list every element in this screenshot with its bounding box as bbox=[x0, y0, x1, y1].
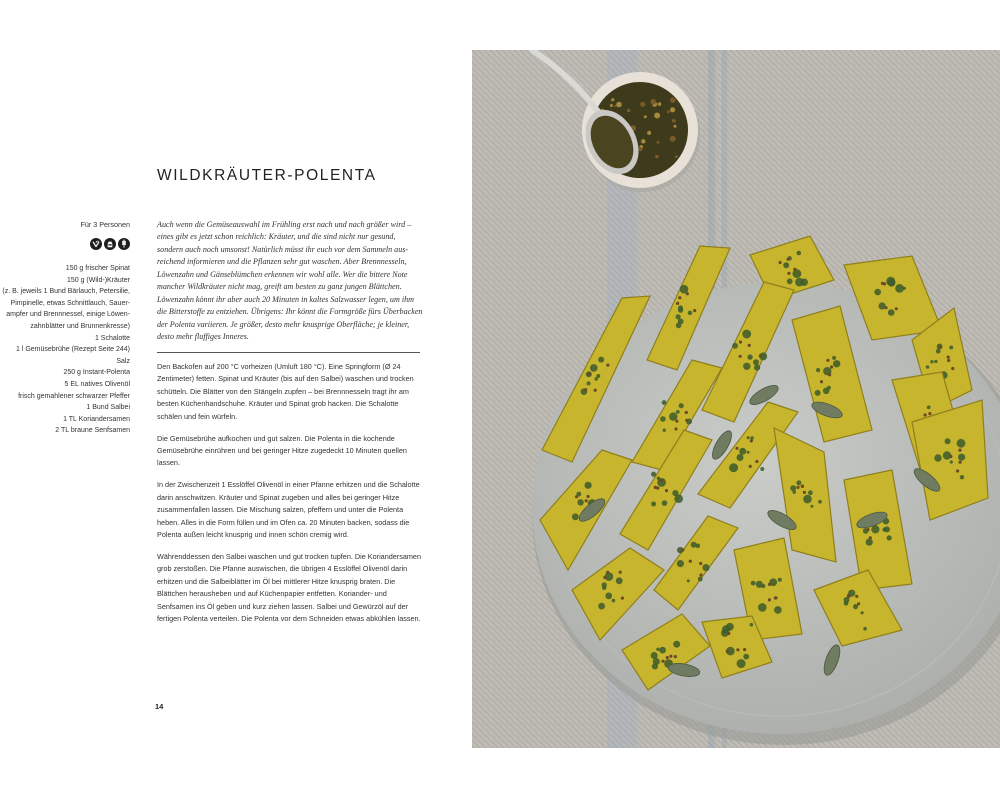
recipe-title: WILDKRÄUTER-POLENTA bbox=[157, 167, 377, 184]
ingredient-item: frisch gemahlener schwarzer Pfeffer bbox=[18, 392, 130, 400]
gluten-free-icon bbox=[118, 238, 130, 250]
instruction-step: Die Gemüsebrühe aufkochen und gut salzen. Die Polenta in die kochende Gemüsebrühe einrühren und bei geringer Hitze zugedeckt 10 Minuten quellen lassen. bbox=[157, 433, 407, 468]
instruction-step: Währenddessen den Salbei waschen und gut trocken tupfen. Die Koriandersamen grob zerstoßen. Die Pfanne auswischen, die übrigen 4 Esslöffel Olivenöl darin erhitzen und die Salbeiblätter im Öl bei mittlerer Hitze knusprig braten. Die Blättchen herausheben und auf Küchenpapier entfetten. Koriander- und Senfsamen ins Öl geben und kurz ziehen lassen. Salbei und Gewürzöl auf der fertigen Polenta verteilen. Die Polenta vor dem Schneiden etwas abkühlen lassen. bbox=[157, 551, 421, 624]
page-number: 14 bbox=[155, 702, 164, 711]
vegetarian-icon bbox=[90, 238, 102, 250]
recipe-photo bbox=[472, 50, 1000, 748]
ingredient-item: 1 Schalotte bbox=[94, 334, 130, 342]
ingredient-item: Pimpinelle, etwas Schnittlauch, Sauer- bbox=[10, 299, 130, 307]
ingredient-item: (z. B. jeweils 1 Bund Bärlauch, Petersilie, bbox=[2, 288, 130, 296]
polenta-photo-illustration bbox=[472, 50, 1000, 748]
ingredient-item: zahnblätter und Brunnenkresse) bbox=[30, 322, 130, 330]
ingredient-item: 250 g Instant-Polenta bbox=[63, 369, 130, 377]
servings: Für 3 Personen bbox=[80, 220, 130, 229]
instruction-step: Den Backofen auf 200 °C vorheizen (Umluft 180 °C). Eine Springform (Ø 24 Zentimeter) fetten. Spinat und Kräuter (bis auf den Salbei) waschen und trocken schütteln. Die Blätter von den Stängeln zupfen – bei Brennnesseln tragt ihr am besten Küchenhandschuhe. Kräuter und Spinat grob hacken. Die Schalotte schälen und fein würfeln. bbox=[157, 362, 414, 421]
ingredient-item: 5 EL natives Olivenöl bbox=[64, 380, 130, 388]
instruction-step: In der Zwischenzeit 1 Esslöffel Olivenöl in einer Pfanne erhitzen und die Schalotte darin anschwitzen. Kräuter und Spinat zugeben und alles bei geringer Hitze zusammenfallen lassen. Die Mischung salzen, pfeffern und unter die Polenta heben. Alles in die Form füllen und im Ofen ca. 20 Minuten backen, sodass die Polenta außen leicht knusprig und innen schön cremig wird. bbox=[157, 480, 420, 540]
ingredient-item: Salz bbox=[116, 357, 130, 365]
lactose-free-icon bbox=[104, 238, 116, 250]
ingredient-item: 150 g (Wild-)Kräuter bbox=[66, 276, 130, 284]
divider bbox=[157, 352, 420, 353]
diet-icons bbox=[88, 238, 130, 252]
ingredient-list bbox=[0, 263, 130, 437]
ingredient-item: 2 TL braune Senfsamen bbox=[55, 427, 130, 435]
ingredient-item: 1 Bund Salbei bbox=[86, 404, 130, 412]
ingredient-item: 150 g frischer Spinat bbox=[65, 265, 130, 272]
ingredient-item: 1 l Gemüsebrühe (Rezept Seite 244) bbox=[15, 346, 130, 354]
instructions bbox=[157, 361, 423, 635]
ingredient-item: 1 TL Koriandersamen bbox=[63, 415, 130, 423]
recipe-intro: Auch wenn die Gemüseauswahl im Frühling erst nach und nach größer wird – eines gibt es jetzt schon reichlich: Kräuter, und die sind nicht nur gesund, sondern auch noch umsonst! Natürlich müsst ihr euch vor dem Sammeln ausreichend informieren und die Pflanzen sehr gut waschen. Aber Brennnesseln, Löwenzahn und Gänseblümchen erkennen wir wohl alle. Wer die bittere Note mancher Wildkräuter nicht mag, greift am besten zu ganz jungen Blättchen. Löwenzahn könnt ihr aber auch 20 Minuten in kaltes Salzwasser legen, um ihm die Bitterstoffe zu entziehen. Übrigens: Ihr könnt die Formgröße fürs Überbacken der Polenta variieren. Je größer, desto mehr knusprige Oberfläche; je kleiner, desto mehr fluffiges Inneres. bbox=[157, 220, 423, 342]
ingredient-item: ampfer und Brennnessel, einige Löwen- bbox=[6, 311, 130, 319]
